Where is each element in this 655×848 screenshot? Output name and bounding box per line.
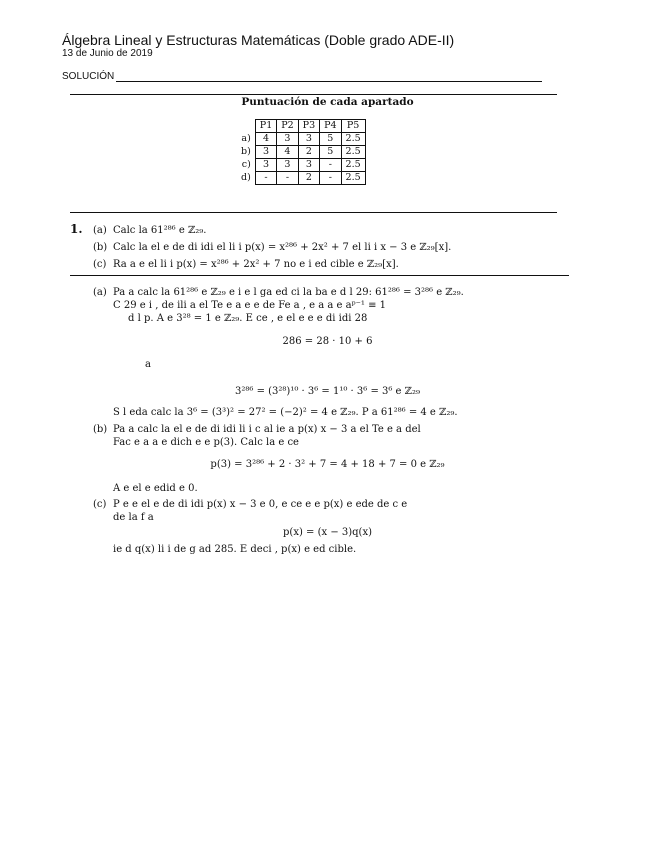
- table-row: [237, 133, 365, 146]
- score-table: [237, 119, 366, 185]
- score-cell: 2.5: [341, 159, 365, 172]
- document-date: 13 de Junio de 2019: [62, 48, 153, 59]
- score-cell: 3: [255, 159, 276, 172]
- score-cell: 2.5: [341, 133, 365, 146]
- name-underline: [116, 72, 542, 82]
- part-label: (c): [93, 259, 107, 270]
- score-cell: 3: [298, 159, 319, 172]
- score-cell: -: [277, 172, 298, 185]
- table-row: [237, 159, 365, 172]
- solution-c-line-3: ie d q(x) li i de g ad 285. E deci , p(x) e ed cible.: [113, 544, 357, 555]
- score-cell: 3: [277, 133, 298, 146]
- part-label: (c): [93, 499, 107, 510]
- part-label: (b): [93, 424, 108, 435]
- score-cell: 3: [255, 146, 276, 159]
- problem-number: 1.: [70, 222, 83, 236]
- solution-a-line-5: S l eda calc la 3⁶ = (3³)² = 27² = (−2)² = 4 e ℤ₂₉. P a 61²⁸⁶ = 4 e ℤ₂₉.: [113, 407, 458, 418]
- document-title: Álgebra Lineal y Estructuras Matemáticas (Doble grado ADE-II): [62, 32, 455, 48]
- score-cell: -: [255, 172, 276, 185]
- row-label: c): [237, 159, 255, 172]
- solution-a-line-2: C 29 e i , de ili a el Te e a e e de Fe a , e a a e aᵖ⁻¹ ≡ 1: [113, 300, 386, 311]
- solution-text: Pa a calc la el e de di idi li i c al ie a p(x) x − 3 a el Te e a del: [113, 424, 421, 435]
- score-cell: 3: [298, 133, 319, 146]
- top-rule: [70, 94, 557, 95]
- solution-b-line-1: [93, 424, 421, 435]
- solution-text: Pa a calc la 61²⁸⁶ e ℤ₂₉ e i e l ga ed ci la ba e d l 29: 61²⁸⁶ = 3²⁸⁶ e ℤ₂₉.: [113, 287, 464, 298]
- solution-b-line-3: A e el e edid e 0.: [113, 483, 198, 494]
- row-label: d): [237, 172, 255, 185]
- row-label: a): [237, 133, 255, 146]
- table-row: [237, 172, 365, 185]
- score-cell: 2: [298, 146, 319, 159]
- solution-a-line-1: [93, 287, 464, 298]
- part-text: Calc la el e de di idi el li i p(x) = x²⁸⁶ + 2x² + 7 el li i x − 3 e ℤ₂₉[x].: [113, 242, 452, 253]
- col-header: P2: [277, 120, 298, 133]
- col-header: P3: [298, 120, 319, 133]
- score-cell: -: [320, 159, 341, 172]
- col-header: P4: [320, 120, 341, 133]
- part-label: (a): [93, 287, 107, 298]
- score-cell: 4: [255, 133, 276, 146]
- problem-part-a: [93, 225, 206, 236]
- score-cell: 2.5: [341, 172, 365, 185]
- equation-3: p(3) = 3²⁸⁶ + 2 · 3² + 7 = 4 + 18 + 7 = 0 e ℤ₂₉: [210, 459, 445, 470]
- col-header: P1: [255, 120, 276, 133]
- solution-rule: [70, 275, 569, 276]
- row-label: b): [237, 146, 255, 159]
- problem-part-c: [93, 259, 399, 270]
- table-row: [237, 146, 365, 159]
- score-table-title: Puntuación de cada apartado: [241, 96, 414, 108]
- score-cell: 5: [320, 133, 341, 146]
- part-text: Ra a e el li i p(x) = x²⁸⁶ + 2x² + 7 no e i ed cible e ℤ₂₉[x].: [113, 259, 399, 270]
- score-cell: 3: [277, 159, 298, 172]
- score-cell: 2: [298, 172, 319, 185]
- solution-text: P e e el e de di idi p(x) x − 3 e 0, e ce e e p(x) e ede de c e: [113, 499, 408, 510]
- equation-4: p(x) = (x − 3)q(x): [283, 527, 372, 538]
- problem-part-b: [93, 242, 451, 253]
- part-text: Calc la 61²⁸⁶ e ℤ₂₉.: [113, 225, 207, 236]
- solution-a-line-4: a: [145, 359, 151, 370]
- solution-c-line-2: de la f a: [113, 512, 154, 523]
- part-label: (b): [93, 242, 108, 253]
- score-cell: 4: [277, 146, 298, 159]
- solution-name-line: [62, 71, 542, 82]
- score-table-header: [237, 120, 365, 133]
- equation-2: 3²⁸⁶ = (3²⁸)¹⁰ · 3⁶ = 1¹⁰ · 3⁶ = 3⁶ e ℤ₂₉: [235, 386, 420, 397]
- solution-b-line-2: Fac e a a e dich e e p(3). Calc la e ce: [113, 437, 299, 448]
- solution-a-line-3: d l p. A e 3²⁸ = 1 e ℤ₂₉. E ce , e el e e e di idi 28: [128, 313, 368, 324]
- solution-c-line-1: [93, 499, 407, 510]
- part-label: (a): [93, 225, 107, 236]
- score-cell: 5: [320, 146, 341, 159]
- score-cell: 2.5: [341, 146, 365, 159]
- middle-rule: [70, 212, 557, 213]
- col-header: P5: [341, 120, 365, 133]
- solution-label: SOLUCIÓN: [62, 71, 115, 82]
- score-cell: -: [320, 172, 341, 185]
- equation-1: 286 = 28 · 10 + 6: [282, 336, 373, 347]
